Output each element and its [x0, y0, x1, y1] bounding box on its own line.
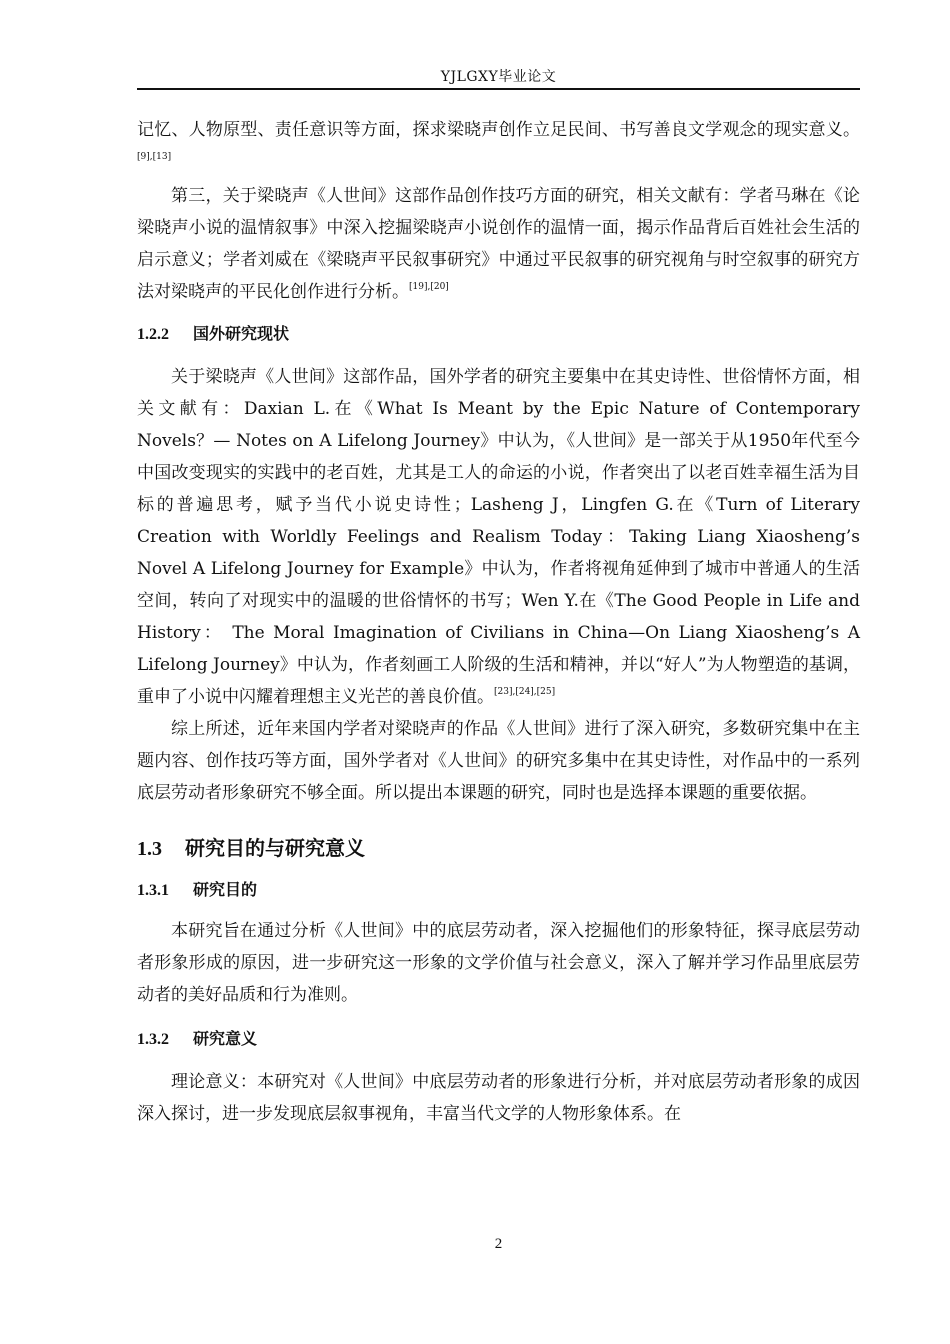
section-heading-1-3-2 [137, 1027, 860, 1052]
citation: [19],[20] [409, 282, 449, 292]
section-number: 1.3.2 [137, 1031, 169, 1048]
section-number: 1.3.1 [137, 882, 169, 899]
paragraph [137, 361, 860, 713]
section-number: 1.3 [137, 838, 162, 860]
paragraph [137, 180, 860, 308]
page-header-title: YJLGXY毕业论文 [440, 69, 557, 85]
page-body [137, 114, 860, 1130]
section-title: 研究意义 [193, 1029, 258, 1048]
paragraph-text: 关于梁晓声《人世间》这部作品，国外学者的研究主要集中在其史诗性、世俗情怀方面，相关文献有：Daxian L.在《What Is Meant by the Epic Nature of Contemporary Novels？— Notes on A Lifelong Journey》中认为，《人世间》是一部关于从1950年代至今中国改变现实的实践中的老百姓，尤其是工人的命运的小说，作者突出了以老百姓幸福生活为目标的普遍思考，赋予当代小说史诗性；Lasheng J，Lingfen G.在《Turn of Literary Creation with Worldly Feelings and Realism Today：Taking Liang Xiaosheng’s Novel A Lifelong Journey for Example》中认为，作者将视角延伸到了城市中普通人的生活空间，转向了对现实中的温暖的世俗情怀的书写；Wen Y.在《The Good People in Life and History： The Moral Imagination of Civilians in China—On Liang Xiaosheng’s A Lifelong Journey》中认为，作者刻画工人阶级的生活和精神，并以“好人”为人物塑造的基调，重申了小说中闪耀着理想主义光芒的善良价值。 [137, 367, 860, 707]
citation: [23],[24],[25] [494, 687, 556, 697]
section-number: 1.2.2 [137, 326, 169, 343]
section-heading-1-3-1 [137, 878, 860, 903]
paragraph: 理论意义：本研究对《人世间》中底层劳动者的形象进行分析，并对底层劳动者形象的成因深入探讨，进一步发现底层叙事视角，丰富当代文学的人物形象体系。在 [137, 1072, 860, 1124]
citation: [9],[13] [137, 152, 172, 162]
section-title: 研究目的与研究意义 [185, 836, 365, 860]
paragraph-text: 记忆、人物原型、责任意识等方面，探求梁晓声创作立足民间、书写善良文学观念的现实意义。 [137, 120, 860, 140]
section-heading-1-3 [137, 833, 860, 864]
header-rule [137, 88, 860, 90]
page-number: 2 [494, 1236, 503, 1252]
paragraph: 综上所述，近年来国内学者对梁晓声的作品《人世间》进行了深入研究，多数研究集中在主题内容、创作技巧等方面，国外学者对《人世间》的研究多集中在其史诗性，对作品中的一系列底层劳动者形象研究不够全面。所以提出本课题的研究，同时也是选择本课题的重要依据。 [137, 719, 860, 803]
section-title: 国外研究现状 [193, 324, 290, 343]
paragraph: 本研究旨在通过分析《人世间》中的底层劳动者，深入挖掘他们的形象特征，探寻底层劳动者形象形成的原因，进一步研究这一形象的文学价值与社会意义，深入了解并学习作品里底层劳动者的美好品质和行为准则。 [137, 921, 860, 1005]
paragraph-text: 第三，关于梁晓声《人世间》这部作品创作技巧方面的研究，相关文献有：学者马琳在《论梁晓声小说的温情叙事》中深入挖掘梁晓声小说创作的温情一面，揭示作品背后百姓社会生活的启示意义；学者刘威在《梁晓声平民叙事研究》中通过平民叙事的研究视角与时空叙事的研究方法对梁晓声的平民化创作进行分析。 [137, 186, 860, 302]
paragraph [137, 114, 860, 178]
section-heading-1-2-2 [137, 322, 860, 347]
section-title: 研究目的 [193, 880, 258, 899]
